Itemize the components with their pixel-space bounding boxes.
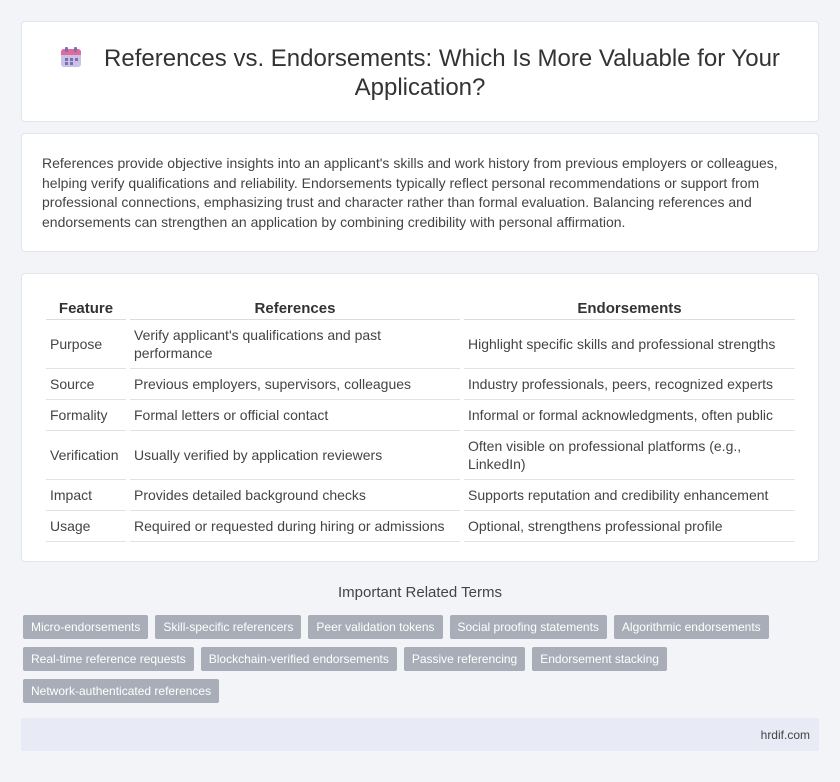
intro-card [21, 133, 819, 252]
title-card [21, 21, 819, 122]
table-cell-references: Usually verified by application reviewers [130, 431, 460, 480]
table-row [46, 320, 795, 369]
related-term-tag[interactable]: Social proofing statements [450, 615, 607, 639]
table-cell-references: Provides detailed background checks [130, 480, 460, 511]
table-cell-feature: Usage [46, 511, 126, 542]
related-term-tag[interactable]: Network-authenticated references [23, 679, 219, 703]
table-cell-references: Required or requested during hiring or admissions [130, 511, 460, 542]
table-cell-feature: Formality [46, 400, 126, 431]
comparison-table [42, 294, 799, 542]
intro-text: References provide objective insights into an applicant's skills and work history from previous employers or colleagues, helping verify qualifications and reliability. Endorsements typically reflect personal recommendations or support from professional connections, emphasizing trust and character rather than formal evaluation. Balancing references and endorsements can strengthen an application by combining credibility with personal affirmation. [42, 155, 778, 230]
related-term-tag[interactable]: Blockchain-verified endorsements [201, 647, 397, 671]
comparison-card [21, 273, 819, 562]
table-cell-feature: Impact [46, 480, 126, 511]
page-title-row [22, 44, 818, 102]
table-cell-endorsements: Optional, strengthens professional profile [464, 511, 795, 542]
related-terms-heading: Important Related Terms [338, 584, 502, 601]
table-cell-endorsements: Highlight specific skills and professional strengths [464, 320, 795, 369]
table-cell-feature: Purpose [46, 320, 126, 369]
related-term-tag[interactable]: Peer validation tokens [308, 615, 442, 639]
table-cell-references: Formal letters or official contact [130, 400, 460, 431]
table-row [46, 480, 795, 511]
table-row [46, 369, 795, 400]
column-header-references: References [130, 294, 460, 320]
page-title: References vs. Endorsements: Which Is More Valuable for Your Application? [104, 45, 780, 101]
table-cell-endorsements: Informal or formal acknowledgments, often public [464, 400, 795, 431]
table-cell-feature: Verification [46, 431, 126, 480]
related-term-tag[interactable]: Real-time reference requests [23, 647, 194, 671]
column-header-feature: Feature [46, 294, 126, 320]
related-term-tag[interactable]: Passive referencing [404, 647, 525, 671]
table-row [46, 400, 795, 431]
related-terms-list [23, 615, 803, 703]
footer-bar [21, 718, 819, 751]
calendar-icon [60, 46, 82, 68]
table-row [46, 431, 795, 480]
column-header-endorsements: Endorsements [464, 294, 795, 320]
table-cell-endorsements: Industry professionals, peers, recognized experts [464, 369, 795, 400]
related-term-tag[interactable]: Micro-endorsements [23, 615, 148, 639]
table-cell-references: Verify applicant's qualifications and past performance [130, 320, 460, 369]
related-term-tag[interactable]: Endorsement stacking [532, 647, 667, 671]
footer-site-link[interactable]: hrdif.com [760, 728, 810, 742]
table-row [46, 511, 795, 542]
table-header-row [46, 294, 795, 320]
table-cell-references: Previous employers, supervisors, colleagues [130, 369, 460, 400]
table-cell-feature: Source [46, 369, 126, 400]
table-cell-endorsements: Often visible on professional platforms (e.g., LinkedIn) [464, 431, 795, 480]
related-term-tag[interactable]: Skill-specific referencers [155, 615, 301, 639]
related-term-tag[interactable]: Algorithmic endorsements [614, 615, 769, 639]
table-cell-endorsements: Supports reputation and credibility enhancement [464, 480, 795, 511]
